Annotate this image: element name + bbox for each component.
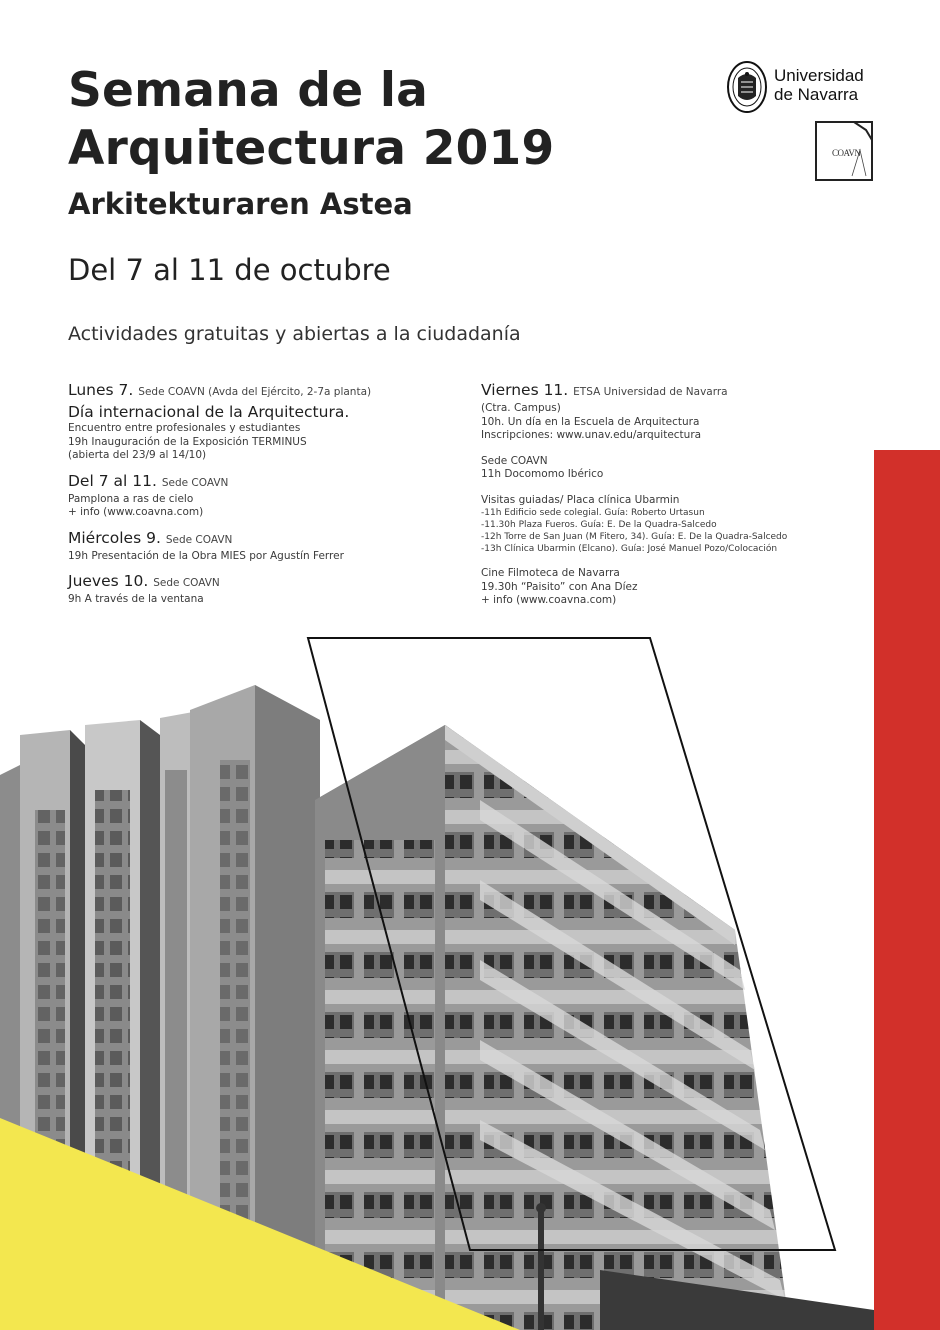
event-line: (Ctra. Campus) xyxy=(481,402,561,414)
right-building xyxy=(315,725,874,1330)
event-venue: Sede COAVN xyxy=(165,533,233,546)
poster-title xyxy=(68,62,688,178)
event-subheading: Día internacional de la Arquitectura. xyxy=(68,403,350,421)
red-accent-bar xyxy=(874,450,940,1330)
event-line: -11h Edificio sede colegial. Guía: Roberto Urtasun xyxy=(481,508,705,518)
event-jueves xyxy=(68,571,448,607)
event-cine xyxy=(481,567,841,608)
event-line: 10h. Un día en la Escuela de Arquitectura xyxy=(481,415,700,428)
title-line-2: Arquitectura 2019 xyxy=(68,121,555,176)
event-dates: Del 7 al 11 de octubre xyxy=(68,253,391,287)
universidad-navarra-logo xyxy=(724,60,880,116)
building-photo xyxy=(0,630,874,1330)
event-sede-coavn xyxy=(481,455,841,482)
event-venue: ETSA Universidad de Navarra xyxy=(573,386,728,398)
event-line: 19h Presentación de la Obra MIES por Agustín Ferrer xyxy=(68,549,344,562)
coavn-logo xyxy=(814,120,874,182)
unav-line-1: Universidad xyxy=(774,66,864,85)
event-heading xyxy=(68,471,448,493)
university-seal-icon xyxy=(726,60,768,114)
event-line: -13h Clínica Ubarmin (Elcano). Guía: José Manuel Pozo/Colocación xyxy=(481,544,778,554)
event-line: Sede COAVN xyxy=(481,454,548,467)
event-line: Inscripciones: www.unav.edu/arquitectura xyxy=(481,429,702,441)
title-line-1: Semana de la xyxy=(68,63,429,118)
event-line: 19h Inauguración de la Exposición TERMINUS xyxy=(68,435,307,448)
coavn-mark: COAVN xyxy=(832,148,861,158)
event-heading xyxy=(481,380,841,402)
event-day: Del 7 al 11. xyxy=(68,471,157,490)
event-visitas-guiadas xyxy=(481,494,841,556)
event-venue: Sede COAVN xyxy=(161,476,229,489)
event-venue: Sede COAVN xyxy=(153,577,220,589)
event-viernes xyxy=(481,380,841,443)
event-line: 9h A través de la ventana xyxy=(68,593,204,605)
event-heading xyxy=(68,380,448,402)
event-heading xyxy=(68,528,448,550)
event-miercoles xyxy=(68,528,448,564)
event-day: Jueves 10. xyxy=(68,572,149,590)
event-del-7-al-11 xyxy=(68,471,448,520)
event-venue: Sede COAVN (Avda del Ejército, 2-7a planta) xyxy=(138,386,372,398)
event-line: 19.30h “Paisito” con Ana Díez xyxy=(481,580,638,593)
schedule-right-column xyxy=(481,380,841,620)
event-line: -11.30h Plaza Fueros. Guía: E. De la Quadra-Salcedo xyxy=(481,520,717,530)
schedule-left-column xyxy=(68,380,448,615)
unav-wordmark xyxy=(774,66,864,104)
event-heading xyxy=(68,571,448,593)
event-day: Viernes 11. xyxy=(481,381,569,399)
event-line: 11h Docomomo Ibérico xyxy=(481,468,604,480)
unav-line-2: de Navarra xyxy=(774,85,859,104)
poster-subtitle: Arkitekturaren Astea xyxy=(68,187,413,221)
event-line: (abierta del 23/9 al 14/10) xyxy=(68,449,207,461)
event-line: + info (www.coavna.com) xyxy=(481,594,617,606)
event-line: Encuentro entre profesionales y estudiantes xyxy=(68,422,301,434)
event-title: Visitas guiadas/ Placa clínica Ubarmin xyxy=(481,493,680,506)
event-day: Lunes 7. xyxy=(68,381,134,399)
event-day: Miércoles 9. xyxy=(68,528,161,547)
tagline: Actividades gratuitas y abiertas a la ciudadanía xyxy=(68,323,521,345)
event-line: Cine Filmoteca de Navarra xyxy=(481,567,620,579)
event-line: -12h Torre de San Juan (M Fitero, 34). Guía: E. De la Quadra-Salcedo xyxy=(481,532,788,542)
event-lunes xyxy=(68,380,448,463)
event-line: + info (www.coavna.com) xyxy=(68,506,204,518)
event-line: Pamplona a ras de cielo xyxy=(68,492,194,505)
